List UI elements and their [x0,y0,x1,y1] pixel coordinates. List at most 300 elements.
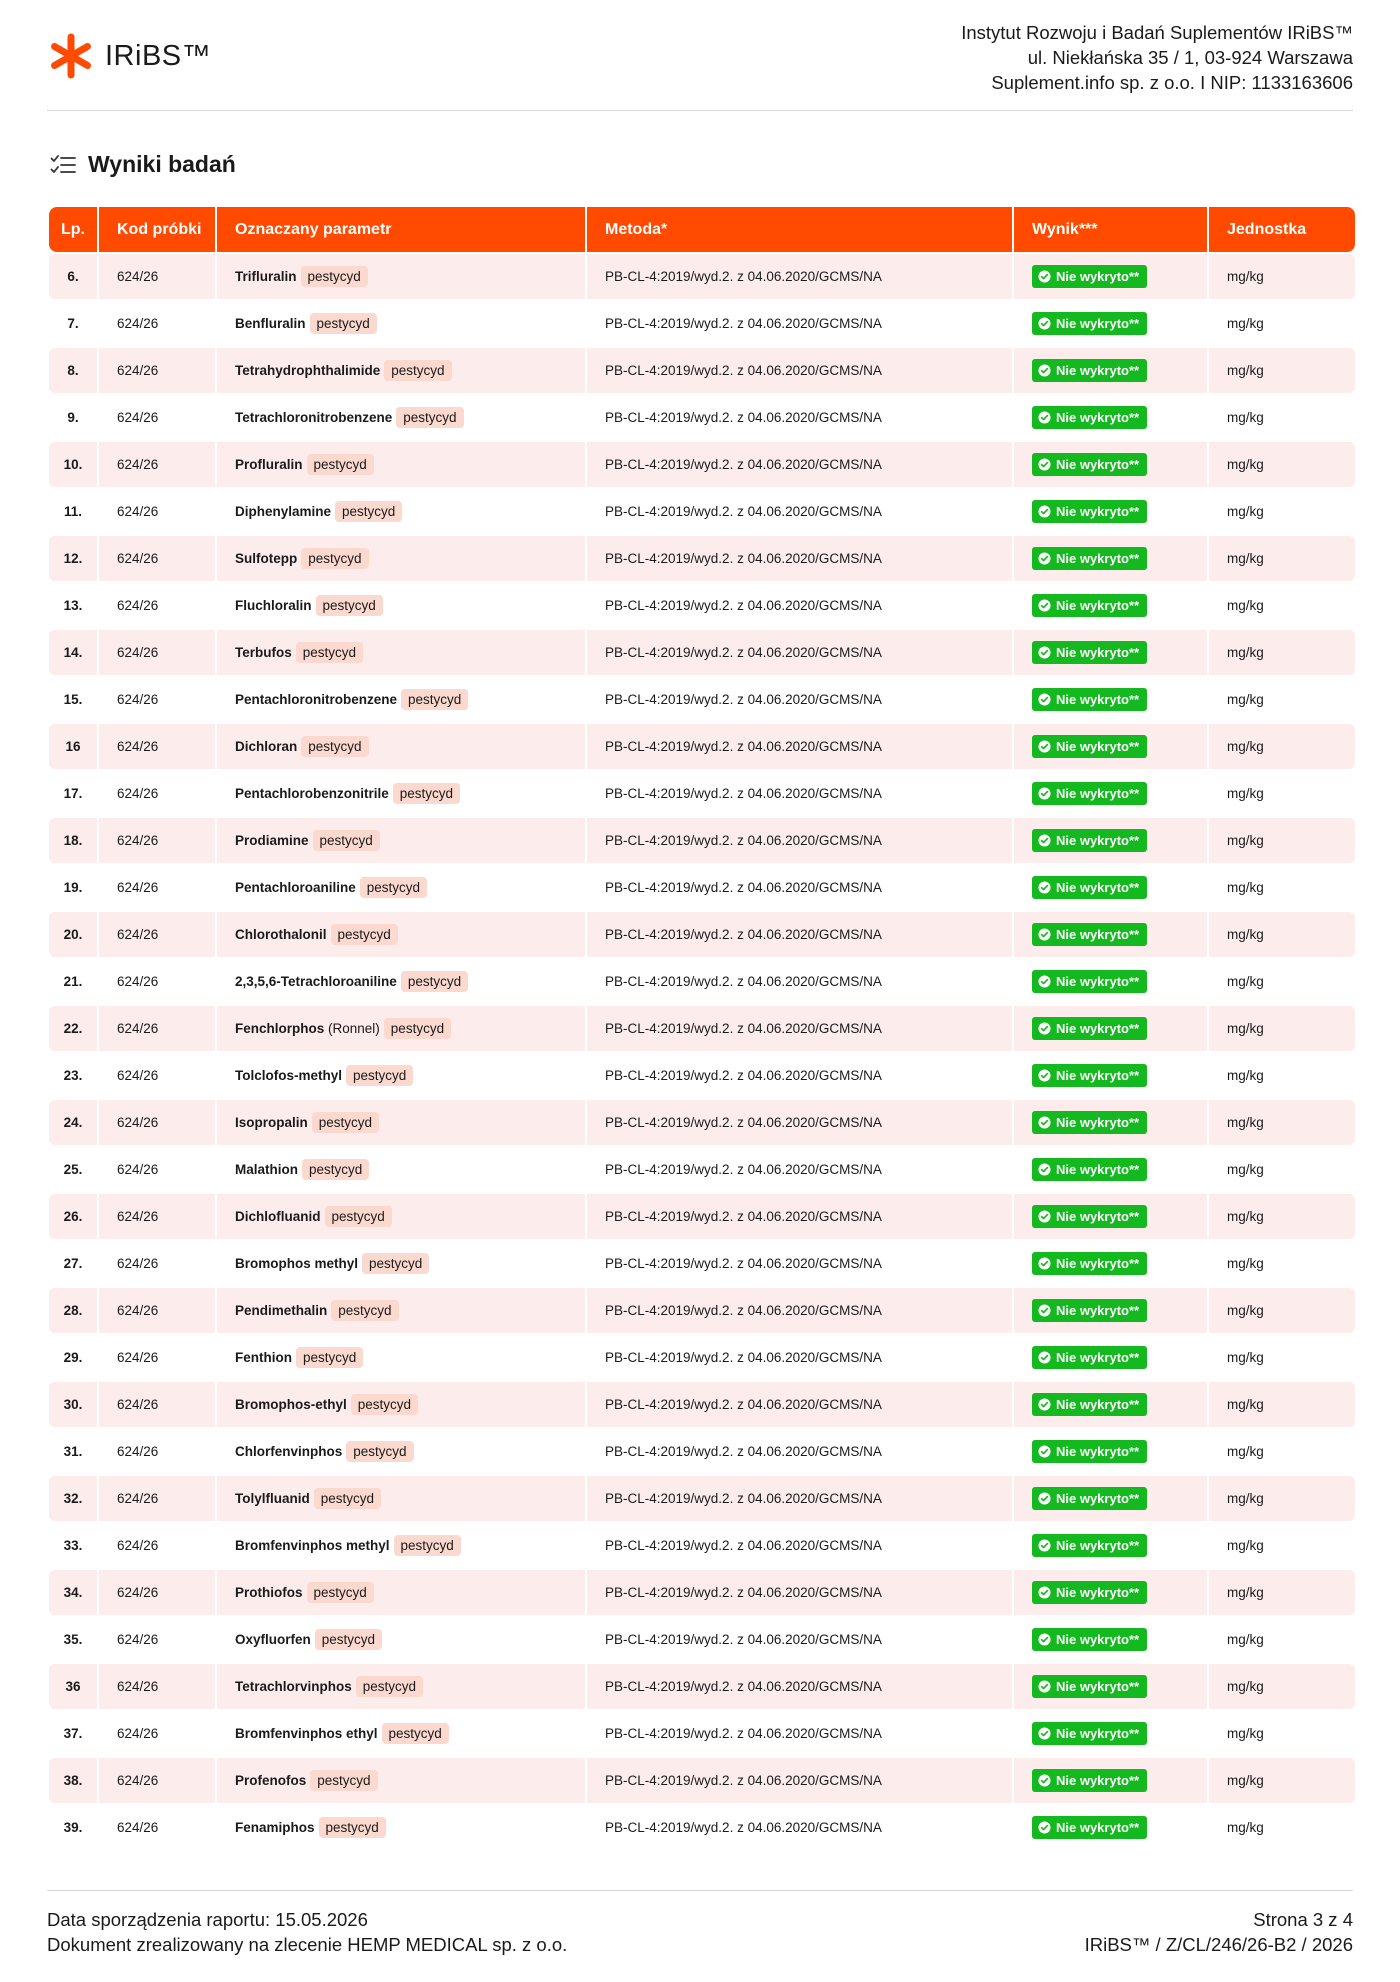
method: PB-CL-4:2019/wyd.2. z 04.06.2020/GCMS/NA [585,1429,1012,1474]
parameter-name: Diphenylamine [235,504,332,519]
result-cell [1012,1570,1207,1615]
parameter-cell [215,301,585,346]
result-badge [1032,1722,1147,1745]
method: PB-CL-4:2019/wyd.2. z 04.06.2020/GCMS/NA [585,1288,1012,1333]
table-row [49,254,1355,299]
row-number: 33. [49,1523,97,1568]
sample-code: 624/26 [97,1523,215,1568]
check-circle-icon [1038,1022,1051,1035]
check-circle-icon [1038,1774,1051,1787]
table-row [49,1100,1355,1145]
parameter-cell [215,395,585,440]
result-text: Nie wykryto** [1056,1115,1140,1130]
parameter-name: Sulfotepp [235,551,298,566]
category-tag: pestycyd [335,501,402,522]
result-badge [1032,312,1147,335]
sample-code: 624/26 [97,1288,215,1333]
result-text: Nie wykryto** [1056,316,1140,331]
sample-code: 624/26 [97,1147,215,1192]
result-badge [1032,594,1147,617]
unit: mg/kg [1207,1758,1355,1803]
result-badge [1032,782,1147,805]
parameter-cell [215,1147,585,1192]
parameter-note: (Ronnel) [324,1021,380,1036]
parameter-cell [215,489,585,534]
parameter-name: Isopropalin [235,1115,308,1130]
row-number: 24. [49,1100,97,1145]
check-circle-icon [1038,975,1051,988]
unit: mg/kg [1207,1147,1355,1192]
sample-code: 624/26 [97,536,215,581]
parameter-name: Benfluralin [235,316,306,331]
unit: mg/kg [1207,395,1355,440]
result-badge [1032,1675,1147,1698]
unit: mg/kg [1207,865,1355,910]
result-text: Nie wykryto** [1056,927,1140,942]
page-number: Strona 3 z 4 [1253,1909,1353,1930]
check-circle-icon [1038,740,1051,753]
parameter-cell [215,1523,585,1568]
result-cell [1012,583,1207,628]
sample-code: 624/26 [97,1805,215,1850]
result-cell [1012,865,1207,910]
unit: mg/kg [1207,254,1355,299]
result-text: Nie wykryto** [1056,598,1140,613]
row-number: 12. [49,536,97,581]
table-row [49,1147,1355,1192]
result-cell [1012,1241,1207,1286]
row-number: 10. [49,442,97,487]
parameter-name: Pentachlorobenzonitrile [235,786,389,801]
result-badge [1032,1205,1147,1228]
parameter-cell [215,1382,585,1427]
parameter-name: Dichlofluanid [235,1209,321,1224]
row-number: 29. [49,1335,97,1380]
sample-code: 624/26 [97,348,215,393]
unit: mg/kg [1207,818,1355,863]
row-number: 20. [49,912,97,957]
category-tag: pestycyd [315,1629,382,1650]
result-cell [1012,677,1207,722]
result-text: Nie wykryto** [1056,1397,1140,1412]
category-tag: pestycyd [301,266,368,287]
category-tag: pestycyd [346,1065,413,1086]
result-badge [1032,1017,1147,1040]
result-cell [1012,1758,1207,1803]
result-cell [1012,1805,1207,1850]
parameter-name: Profluralin [235,457,303,472]
row-number: 21. [49,959,97,1004]
result-text: Nie wykryto** [1056,786,1140,801]
result-badge [1032,1487,1147,1510]
result-text: Nie wykryto** [1056,1068,1140,1083]
category-tag: pestycyd [396,407,463,428]
result-badge [1032,1769,1147,1792]
parameter-name: Tetrahydrophthalimide [235,363,381,378]
column-header-sample-code: Kod próbki [97,207,215,252]
row-number: 18. [49,818,97,863]
category-tag: pestycyd [331,1300,398,1321]
result-cell [1012,254,1207,299]
unit: mg/kg [1207,1335,1355,1380]
result-badge [1032,829,1147,852]
unit: mg/kg [1207,1053,1355,1098]
check-circle-icon [1038,1821,1051,1834]
category-tag: pestycyd [325,1206,392,1227]
method: PB-CL-4:2019/wyd.2. z 04.06.2020/GCMS/NA [585,724,1012,769]
parameter-cell [215,1288,585,1333]
method: PB-CL-4:2019/wyd.2. z 04.06.2020/GCMS/NA [585,1241,1012,1286]
category-tag: pestycyd [316,595,383,616]
result-badge [1032,735,1147,758]
unit: mg/kg [1207,677,1355,722]
unit: mg/kg [1207,1194,1355,1239]
result-text: Nie wykryto** [1056,504,1140,519]
result-text: Nie wykryto** [1056,880,1140,895]
sample-code: 624/26 [97,1194,215,1239]
parameter-cell [215,1758,585,1803]
table-row [49,1288,1355,1333]
row-number: 22. [49,1006,97,1051]
sample-code: 624/26 [97,1100,215,1145]
result-badge [1032,453,1147,476]
table-row [49,1664,1355,1709]
sample-code: 624/26 [97,1335,215,1380]
check-circle-icon [1038,552,1051,565]
sample-code: 624/26 [97,442,215,487]
method: PB-CL-4:2019/wyd.2. z 04.06.2020/GCMS/NA [585,1476,1012,1521]
result-cell [1012,959,1207,1004]
sample-code: 624/26 [97,1382,215,1427]
check-circle-icon [1038,1680,1051,1693]
row-number: 31. [49,1429,97,1474]
table-row [49,1805,1355,1850]
parameter-cell [215,959,585,1004]
result-text: Nie wykryto** [1056,551,1140,566]
method: PB-CL-4:2019/wyd.2. z 04.06.2020/GCMS/NA [585,865,1012,910]
category-tag: pestycyd [382,1723,449,1744]
unit: mg/kg [1207,1805,1355,1850]
method: PB-CL-4:2019/wyd.2. z 04.06.2020/GCMS/NA [585,630,1012,675]
table-row [49,1429,1355,1474]
result-cell [1012,301,1207,346]
parameter-cell [215,1335,585,1380]
table-row [49,724,1355,769]
result-text: Nie wykryto** [1056,269,1140,284]
table-row [49,959,1355,1004]
method: PB-CL-4:2019/wyd.2. z 04.06.2020/GCMS/NA [585,1194,1012,1239]
method: PB-CL-4:2019/wyd.2. z 04.06.2020/GCMS/NA [585,959,1012,1004]
asterisk-logo-icon [47,32,95,80]
column-header-result: Wynik*** [1012,207,1207,252]
table-row [49,771,1355,816]
result-cell [1012,1100,1207,1145]
method: PB-CL-4:2019/wyd.2. z 04.06.2020/GCMS/NA [585,1523,1012,1568]
result-cell [1012,1288,1207,1333]
method: PB-CL-4:2019/wyd.2. z 04.06.2020/GCMS/NA [585,1711,1012,1756]
row-number: 6. [49,254,97,299]
parameter-name: Oxyfluorfen [235,1632,311,1647]
result-badge [1032,1158,1147,1181]
parameter-cell [215,1805,585,1850]
parameter-name: Tetrachloronitrobenzene [235,410,393,425]
method: PB-CL-4:2019/wyd.2. z 04.06.2020/GCMS/NA [585,1617,1012,1662]
result-text: Nie wykryto** [1056,1444,1140,1459]
parameter-name: Bromfenvinphos methyl [235,1538,390,1553]
result-text: Nie wykryto** [1056,1350,1140,1365]
result-cell [1012,1053,1207,1098]
check-circle-icon [1038,1210,1051,1223]
parameter-name: Tolylfluanid [235,1491,310,1506]
sample-code: 624/26 [97,959,215,1004]
parameter-cell [215,677,585,722]
category-tag: pestycyd [401,971,468,992]
category-tag: pestycyd [296,642,363,663]
check-circle-icon [1038,364,1051,377]
table-row [49,442,1355,487]
check-circle-icon [1038,458,1051,471]
row-number: 25. [49,1147,97,1192]
result-badge [1032,547,1147,570]
unit: mg/kg [1207,771,1355,816]
sample-code: 624/26 [97,1617,215,1662]
check-circle-icon [1038,599,1051,612]
check-circle-icon [1038,1445,1051,1458]
result-text: Nie wykryto** [1056,1820,1140,1835]
row-number: 13. [49,583,97,628]
result-text: Nie wykryto** [1056,1021,1140,1036]
sample-code: 624/26 [97,1570,215,1615]
result-text: Nie wykryto** [1056,1162,1140,1177]
parameter-name: Prodiamine [235,833,309,848]
check-circle-icon [1038,834,1051,847]
category-tag: pestycyd [351,1394,418,1415]
category-tag: pestycyd [310,313,377,334]
category-tag: pestycyd [312,1112,379,1133]
table-row [49,301,1355,346]
unit: mg/kg [1207,912,1355,957]
sample-code: 624/26 [97,1664,215,1709]
sample-code: 624/26 [97,818,215,863]
result-badge [1032,1581,1147,1604]
sample-code: 624/26 [97,489,215,534]
method: PB-CL-4:2019/wyd.2. z 04.06.2020/GCMS/NA [585,1100,1012,1145]
result-text: Nie wykryto** [1056,1491,1140,1506]
unit: mg/kg [1207,1523,1355,1568]
parameter-name: Dichloran [235,739,298,754]
row-number: 9. [49,395,97,440]
unit: mg/kg [1207,724,1355,769]
table-row [49,1335,1355,1380]
result-cell [1012,442,1207,487]
method: PB-CL-4:2019/wyd.2. z 04.06.2020/GCMS/NA [585,1335,1012,1380]
unit: mg/kg [1207,1288,1355,1333]
category-tag: pestycyd [384,360,451,381]
row-number: 36 [49,1664,97,1709]
check-circle-icon [1038,270,1051,283]
parameter-cell [215,254,585,299]
check-circle-icon [1038,411,1051,424]
table-row [49,1006,1355,1051]
sample-code: 624/26 [97,583,215,628]
table-row [49,583,1355,628]
result-badge [1032,1534,1147,1557]
method: PB-CL-4:2019/wyd.2. z 04.06.2020/GCMS/NA [585,1805,1012,1850]
column-header-unit: Jednostka [1207,207,1355,252]
result-text: Nie wykryto** [1056,974,1140,989]
parameter-cell [215,1194,585,1239]
result-text: Nie wykryto** [1056,1585,1140,1600]
method: PB-CL-4:2019/wyd.2. z 04.06.2020/GCMS/NA [585,442,1012,487]
table-row [49,677,1355,722]
parameter-cell [215,630,585,675]
table-row [49,1711,1355,1756]
result-badge [1032,641,1147,664]
logo [47,32,211,80]
parameter-cell [215,1617,585,1662]
category-tag: pestycyd [296,1347,363,1368]
sample-code: 624/26 [97,724,215,769]
parameter-cell [215,912,585,957]
result-cell [1012,771,1207,816]
document-id: IRiBS™ / Z/CL/246/26-B2 / 2026 [1084,1934,1353,1955]
result-text: Nie wykryto** [1056,1303,1140,1318]
result-cell [1012,1711,1207,1756]
parameter-name: Fenthion [235,1350,292,1365]
parameter-name: Prothiofos [235,1585,303,1600]
method: PB-CL-4:2019/wyd.2. z 04.06.2020/GCMS/NA [585,771,1012,816]
row-number: 38. [49,1758,97,1803]
check-circle-icon [1038,1539,1051,1552]
table-row [49,1570,1355,1615]
check-circle-icon [1038,881,1051,894]
result-cell [1012,1523,1207,1568]
category-tag: pestycyd [319,1817,386,1838]
result-badge [1032,1628,1147,1651]
result-badge [1032,500,1147,523]
company-info [961,20,1353,95]
table-row [49,1523,1355,1568]
check-circle-icon [1038,1586,1051,1599]
parameter-name: 2,3,5,6-Tetrachloroaniline [235,974,397,989]
unit: mg/kg [1207,536,1355,581]
method: PB-CL-4:2019/wyd.2. z 04.06.2020/GCMS/NA [585,301,1012,346]
category-tag: pestycyd [301,736,368,757]
sample-code: 624/26 [97,1476,215,1521]
unit: mg/kg [1207,630,1355,675]
result-cell [1012,912,1207,957]
row-number: 8. [49,348,97,393]
sample-code: 624/26 [97,630,215,675]
category-tag: pestycyd [401,689,468,710]
parameter-name: Profenofos [235,1773,307,1788]
table-row [49,536,1355,581]
sample-code: 624/26 [97,771,215,816]
check-circle-icon [1038,1257,1051,1270]
result-cell [1012,1476,1207,1521]
unit: mg/kg [1207,959,1355,1004]
result-badge [1032,1299,1147,1322]
result-badge [1032,1252,1147,1275]
result-badge [1032,1393,1147,1416]
result-cell [1012,1335,1207,1380]
check-circle-icon [1038,787,1051,800]
result-cell [1012,395,1207,440]
parameter-name: Fenamiphos [235,1820,315,1835]
checklist-icon [50,154,76,176]
check-circle-icon [1038,928,1051,941]
row-number: 26. [49,1194,97,1239]
column-header-parameter: Oznaczany parametr [215,207,585,252]
method: PB-CL-4:2019/wyd.2. z 04.06.2020/GCMS/NA [585,395,1012,440]
result-badge [1032,265,1147,288]
table-row [49,395,1355,440]
parameter-cell [215,1476,585,1521]
parameter-name: Bromophos methyl [235,1256,359,1271]
row-number: 14. [49,630,97,675]
result-badge [1032,1064,1147,1087]
row-number: 39. [49,1805,97,1850]
parameter-name: Pendimethalin [235,1303,328,1318]
row-number: 17. [49,771,97,816]
row-number: 30. [49,1382,97,1427]
parameter-cell [215,442,585,487]
row-number: 19. [49,865,97,910]
result-badge [1032,1816,1147,1839]
parameter-cell [215,348,585,393]
result-text: Nie wykryto** [1056,1256,1140,1271]
result-text: Nie wykryto** [1056,410,1140,425]
result-text: Nie wykryto** [1056,833,1140,848]
parameter-cell [215,1053,585,1098]
table-row [49,912,1355,957]
table-row [49,1382,1355,1427]
category-tag: pestycyd [362,1253,429,1274]
result-cell [1012,1382,1207,1427]
result-badge [1032,876,1147,899]
page-footer [47,1890,1353,1955]
parameter-name: Bromfenvinphos ethyl [235,1726,378,1741]
parameter-cell [215,583,585,628]
parameter-name: Trifluralin [235,269,297,284]
category-tag: pestycyd [393,783,460,804]
parameter-name: Chlorfenvinphos [235,1444,343,1459]
column-header-lp: Lp. [49,207,97,252]
check-circle-icon [1038,1304,1051,1317]
check-circle-icon [1038,1727,1051,1740]
unit: mg/kg [1207,1570,1355,1615]
parameter-cell [215,771,585,816]
parameter-cell [215,1429,585,1474]
sample-code: 624/26 [97,301,215,346]
page-header [47,18,1353,111]
unit: mg/kg [1207,1711,1355,1756]
category-tag: pestycyd [302,1159,369,1180]
parameter-name: Pentachloroaniline [235,880,356,895]
row-number: 27. [49,1241,97,1286]
table-row [49,1758,1355,1803]
row-number: 35. [49,1617,97,1662]
method: PB-CL-4:2019/wyd.2. z 04.06.2020/GCMS/NA [585,583,1012,628]
result-text: Nie wykryto** [1056,1726,1140,1741]
method: PB-CL-4:2019/wyd.2. z 04.06.2020/GCMS/NA [585,1147,1012,1192]
sample-code: 624/26 [97,912,215,957]
row-number: 34. [49,1570,97,1615]
parameter-name: Fenchlorphos [235,1021,325,1036]
row-number: 23. [49,1053,97,1098]
method: PB-CL-4:2019/wyd.2. z 04.06.2020/GCMS/NA [585,348,1012,393]
parameter-cell [215,865,585,910]
